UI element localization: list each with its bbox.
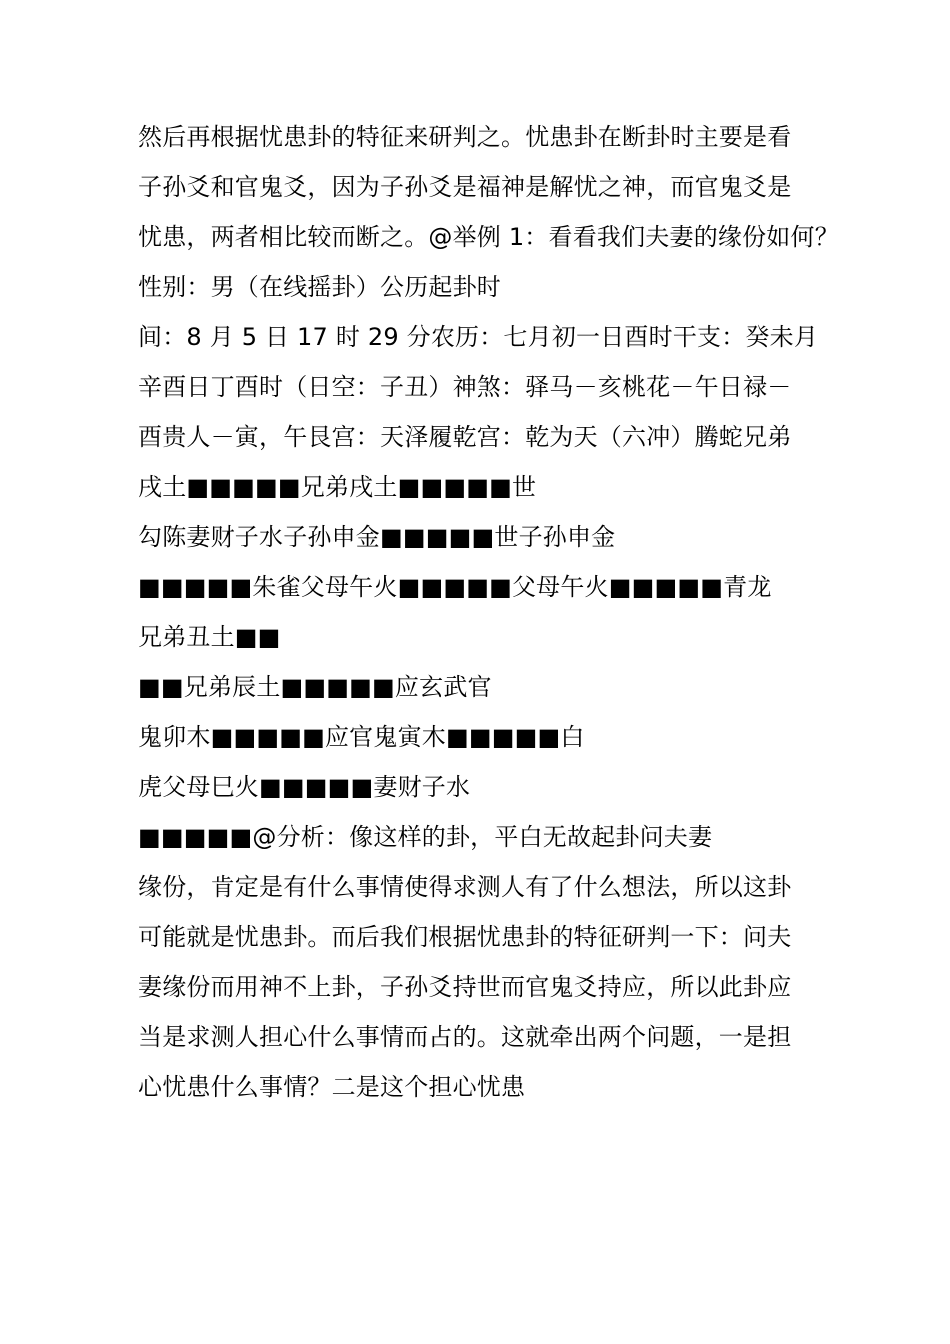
text-line: 当是求测人担心什么事情而占的。这就牵出两个问题，一是担 — [138, 1023, 792, 1051]
text-line: 子孙爻和官鬼爻，因为子孙爻是福神是解忧之神，而官鬼爻是 — [138, 173, 792, 201]
text-line: 性别：男（在线摇卦）公历起卦时 — [138, 273, 501, 301]
text-line: 勾陈妻财子水子孙申金■■■■■世子孙申金 — [138, 523, 616, 551]
text-line: 间：8 月 5 日 17 时 29 分农历：七月初一日酉时干支：癸未月 — [138, 323, 819, 351]
text-line: 妻缘份而用神不上卦，子孙爻持世而官鬼爻持应，所以此卦应 — [138, 973, 792, 1001]
text-line: 虎父母巳火■■■■■妻财子水 — [138, 773, 471, 801]
text-line: 忧患，两者相比较而断之。@举例 1：看看我们夫妻的缘份如何？ — [138, 223, 839, 251]
text-line: 戌土■■■■■兄弟戌土■■■■■世 — [138, 473, 537, 501]
text-line: 缘份，肯定是有什么事情使得求测人有了什么想法，所以这卦 — [138, 873, 792, 901]
body-text — [138, 112, 839, 1112]
text-line: ■■■■■朱雀父母午火■■■■■父母午火■■■■■青龙 — [138, 573, 772, 601]
text-line: 然后再根据忧患卦的特征来研判之。忧患卦在断卦时主要是看 — [138, 123, 792, 151]
text-line: 可能就是忧患卦。而后我们根据忧患卦的特征研判一下：问夫 — [138, 923, 792, 951]
text-line: ■■兄弟辰土■■■■■应玄武官 — [138, 673, 492, 701]
text-line: 酉贵人－寅，午艮宫：天泽履乾宫：乾为天（六冲）腾蛇兄弟 — [138, 423, 792, 451]
text-line: 兄弟丑土■■ — [138, 623, 281, 651]
text-line: 辛酉日丁酉时（日空：子丑）神煞：驿马－亥桃花－午日禄－ — [138, 373, 792, 401]
text-line: 心忧患什么事情？二是这个担心忧患 — [138, 1073, 526, 1101]
text-line: 鬼卯木■■■■■应官鬼寅木■■■■■白 — [138, 723, 585, 751]
text-line: ■■■■■@分析：像这样的卦，平白无故起卦问夫妻 — [138, 823, 713, 851]
